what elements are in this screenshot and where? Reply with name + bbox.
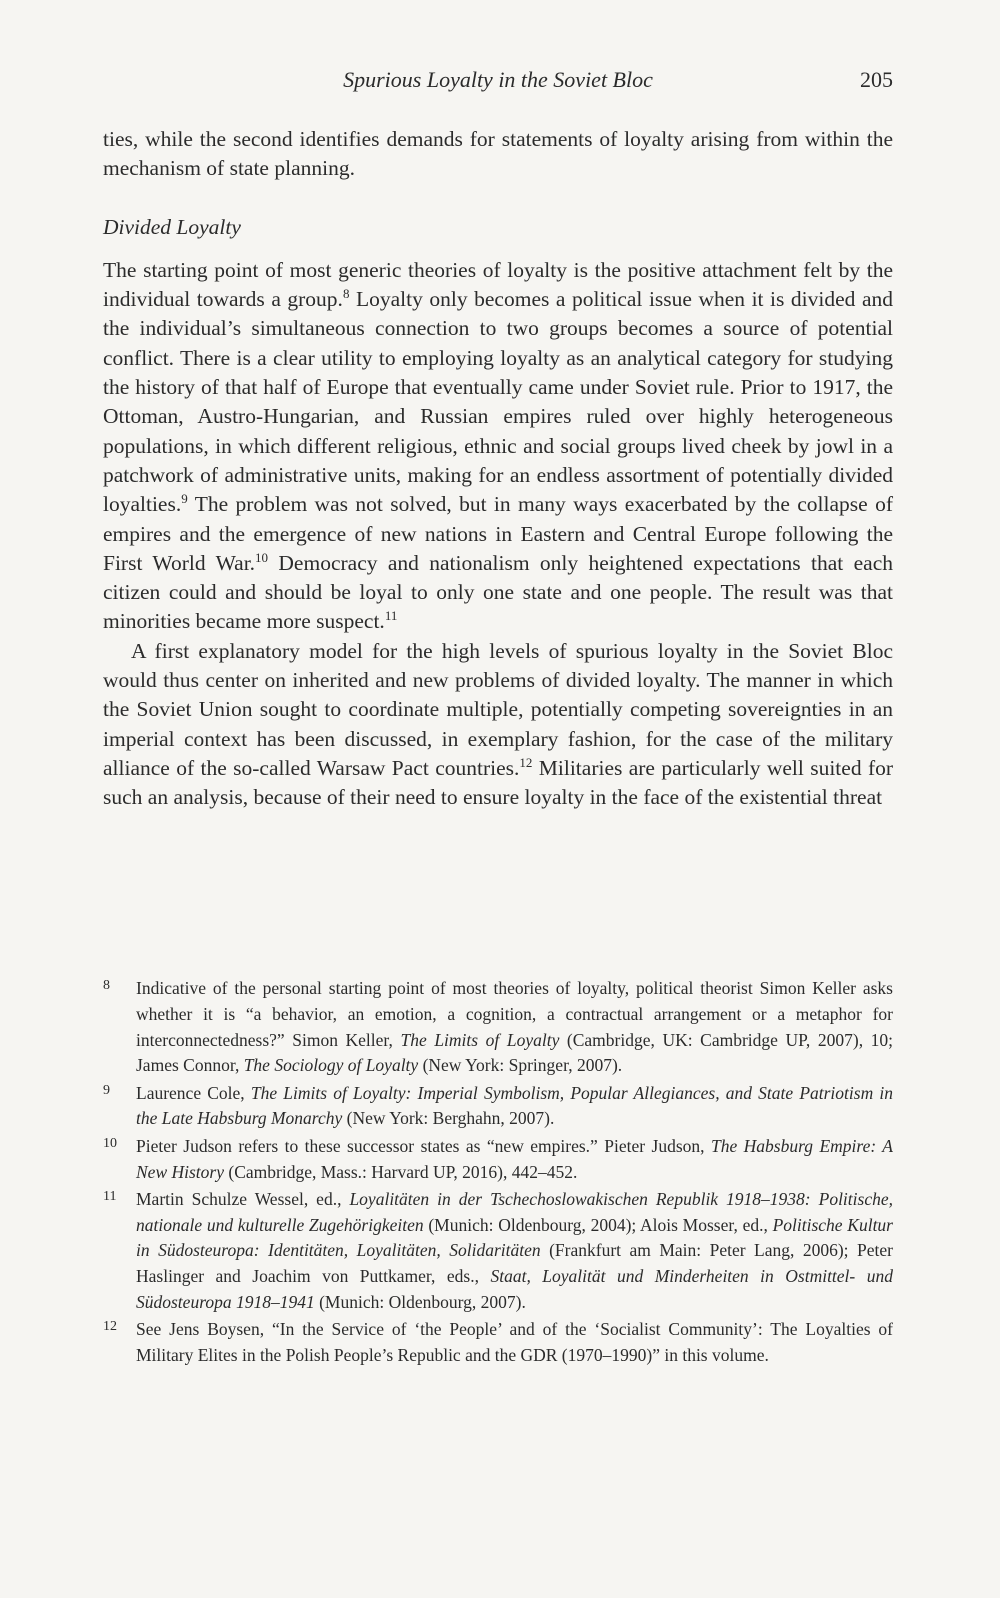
running-title: Spurious Loyalty in the Soviet Bloc [343, 67, 653, 92]
footnote-8: 8 Indicative of the personal starting point of most theories of loyalty, political theorist Simon Keller asks whether it is “a behavior, an emotion, a cognition, a contractual arrangement or a metaphor for interconnectedness?” Simon Keller, The Limits of Loyalty (Cambridge, UK: Cambridge UP, 2007), 10; James Connor, The Sociology of Loyalty (New York: Springer, 2007). [103, 976, 893, 1079]
footnote-number: 11 [103, 1188, 117, 1204]
page-number: 205 [860, 67, 893, 92]
footnotes [103, 976, 893, 1370]
footnote-number: 12 [103, 1319, 117, 1335]
footnote-number: 9 [103, 1082, 110, 1098]
footnote-9: 9 Laurence Cole, The Limits of Loyalty: Imperial Symbolism, Popular Allegiances, and State Patriotism in the Late Habsburg Monarchy (New York: Berghahn, 2007). [103, 1081, 893, 1133]
paragraph-divided-loyalty: The starting point of most generic theories of loyalty is the positive attachment felt by the individual towards a group.$^8$ Loyalty only becomes a political issue when it is divided and the individual’s simultaneous connection to two groups becomes a source of potential conflict. There is a clear utility to employing loyalty as an analytical category for studying the history of that half of Europe that eventually came under Soviet rule. Prior to 1917, the Ottoman, Austro-Hungarian, and Russian empires ruled over highly heterogeneous populations, in which different religious, ethnic and social groups lived cheek by jowl in a patchwork of administrative units, making for an endless assortment of potentially divided loyalties.$^9$ The problem was not solved, but in many ways exacerbated by the collapse of empires and the emergence of new nations in Eastern and Central Europe following the First World War.$^{10}$ Democracy and nationalism only heightened expectations that each citizen could and should be loyal to only one state and one people. The result was that minorities became more suspect.$^{11}$ [103, 257, 893, 634]
paragraph-continued: ties, while the second identifies demands for statements of loyalty arising from within the mechanism of state planning. [103, 127, 893, 181]
footnote-ref-12: 12 [519, 754, 533, 770]
footnote-ref-9: 9 [181, 491, 188, 507]
main-text [103, 125, 893, 813]
footnote-ref-11: 11 [384, 608, 398, 624]
footnote-number: 10 [103, 1135, 117, 1151]
footnote-ref-10: 10 [255, 549, 269, 565]
footnote-11: 11 Martin Schulze Wessel, ed., Loyalitäten in der Tschechoslowakischen Republik 1918–1938: Politische, nationale und kulturelle Zugehörigkeiten (Munich: Oldenbourg, 2004); Alois Mosser, ed., Politische Kultur in Südosteuropa: Identitäten, Loyalitäten, Solidaritäten (Frankfurt am Main: Peter Lang, 2006); Peter Haslinger and Joachim von Puttkamer, eds., Staat, Loyalität und Minderheiten in Ostmittel- und Südosteuropa 1918–1941 (Munich: Oldenbourg, 2007). [103, 1187, 893, 1316]
footnote-12: 12 See Jens Boysen, “In the Service of ‘the People’ and of the ‘Socialist Community’: The Loyalties of Military Elites in the Polish People’s Republic and the GDR (1970–1990)” in this volume. [103, 1317, 893, 1369]
section-heading: Divided Loyalty [103, 214, 241, 239]
footnote-ref-8: 8 [342, 286, 350, 302]
footnote-10: 10 Pieter Judson refers to these successor states as “new empires.” Pieter Judson, The Habsburg Empire: A New History (Cambridge, Mass.: Harvard UP, 2016), 442–452. [103, 1134, 893, 1186]
paragraph-explanatory-model: A first explanatory model for the high levels of spurious loyalty in the Soviet Bloc would thus center on inherited and new problems of divided loyalty. The manner in which the Soviet Union sought to coordinate multiple, potentially competing sovereignties in an imperial context has been discussed, in exemplary fashion, for the case of the military alliance of the so-called Warsaw Pact countries.$^{12}$ Militaries are particularly well suited for such an analysis, because of their need to ensure loyalty in the face of the existential threat [103, 638, 894, 810]
running-head [103, 64, 893, 96]
footnote-number: 8 [103, 978, 110, 993]
